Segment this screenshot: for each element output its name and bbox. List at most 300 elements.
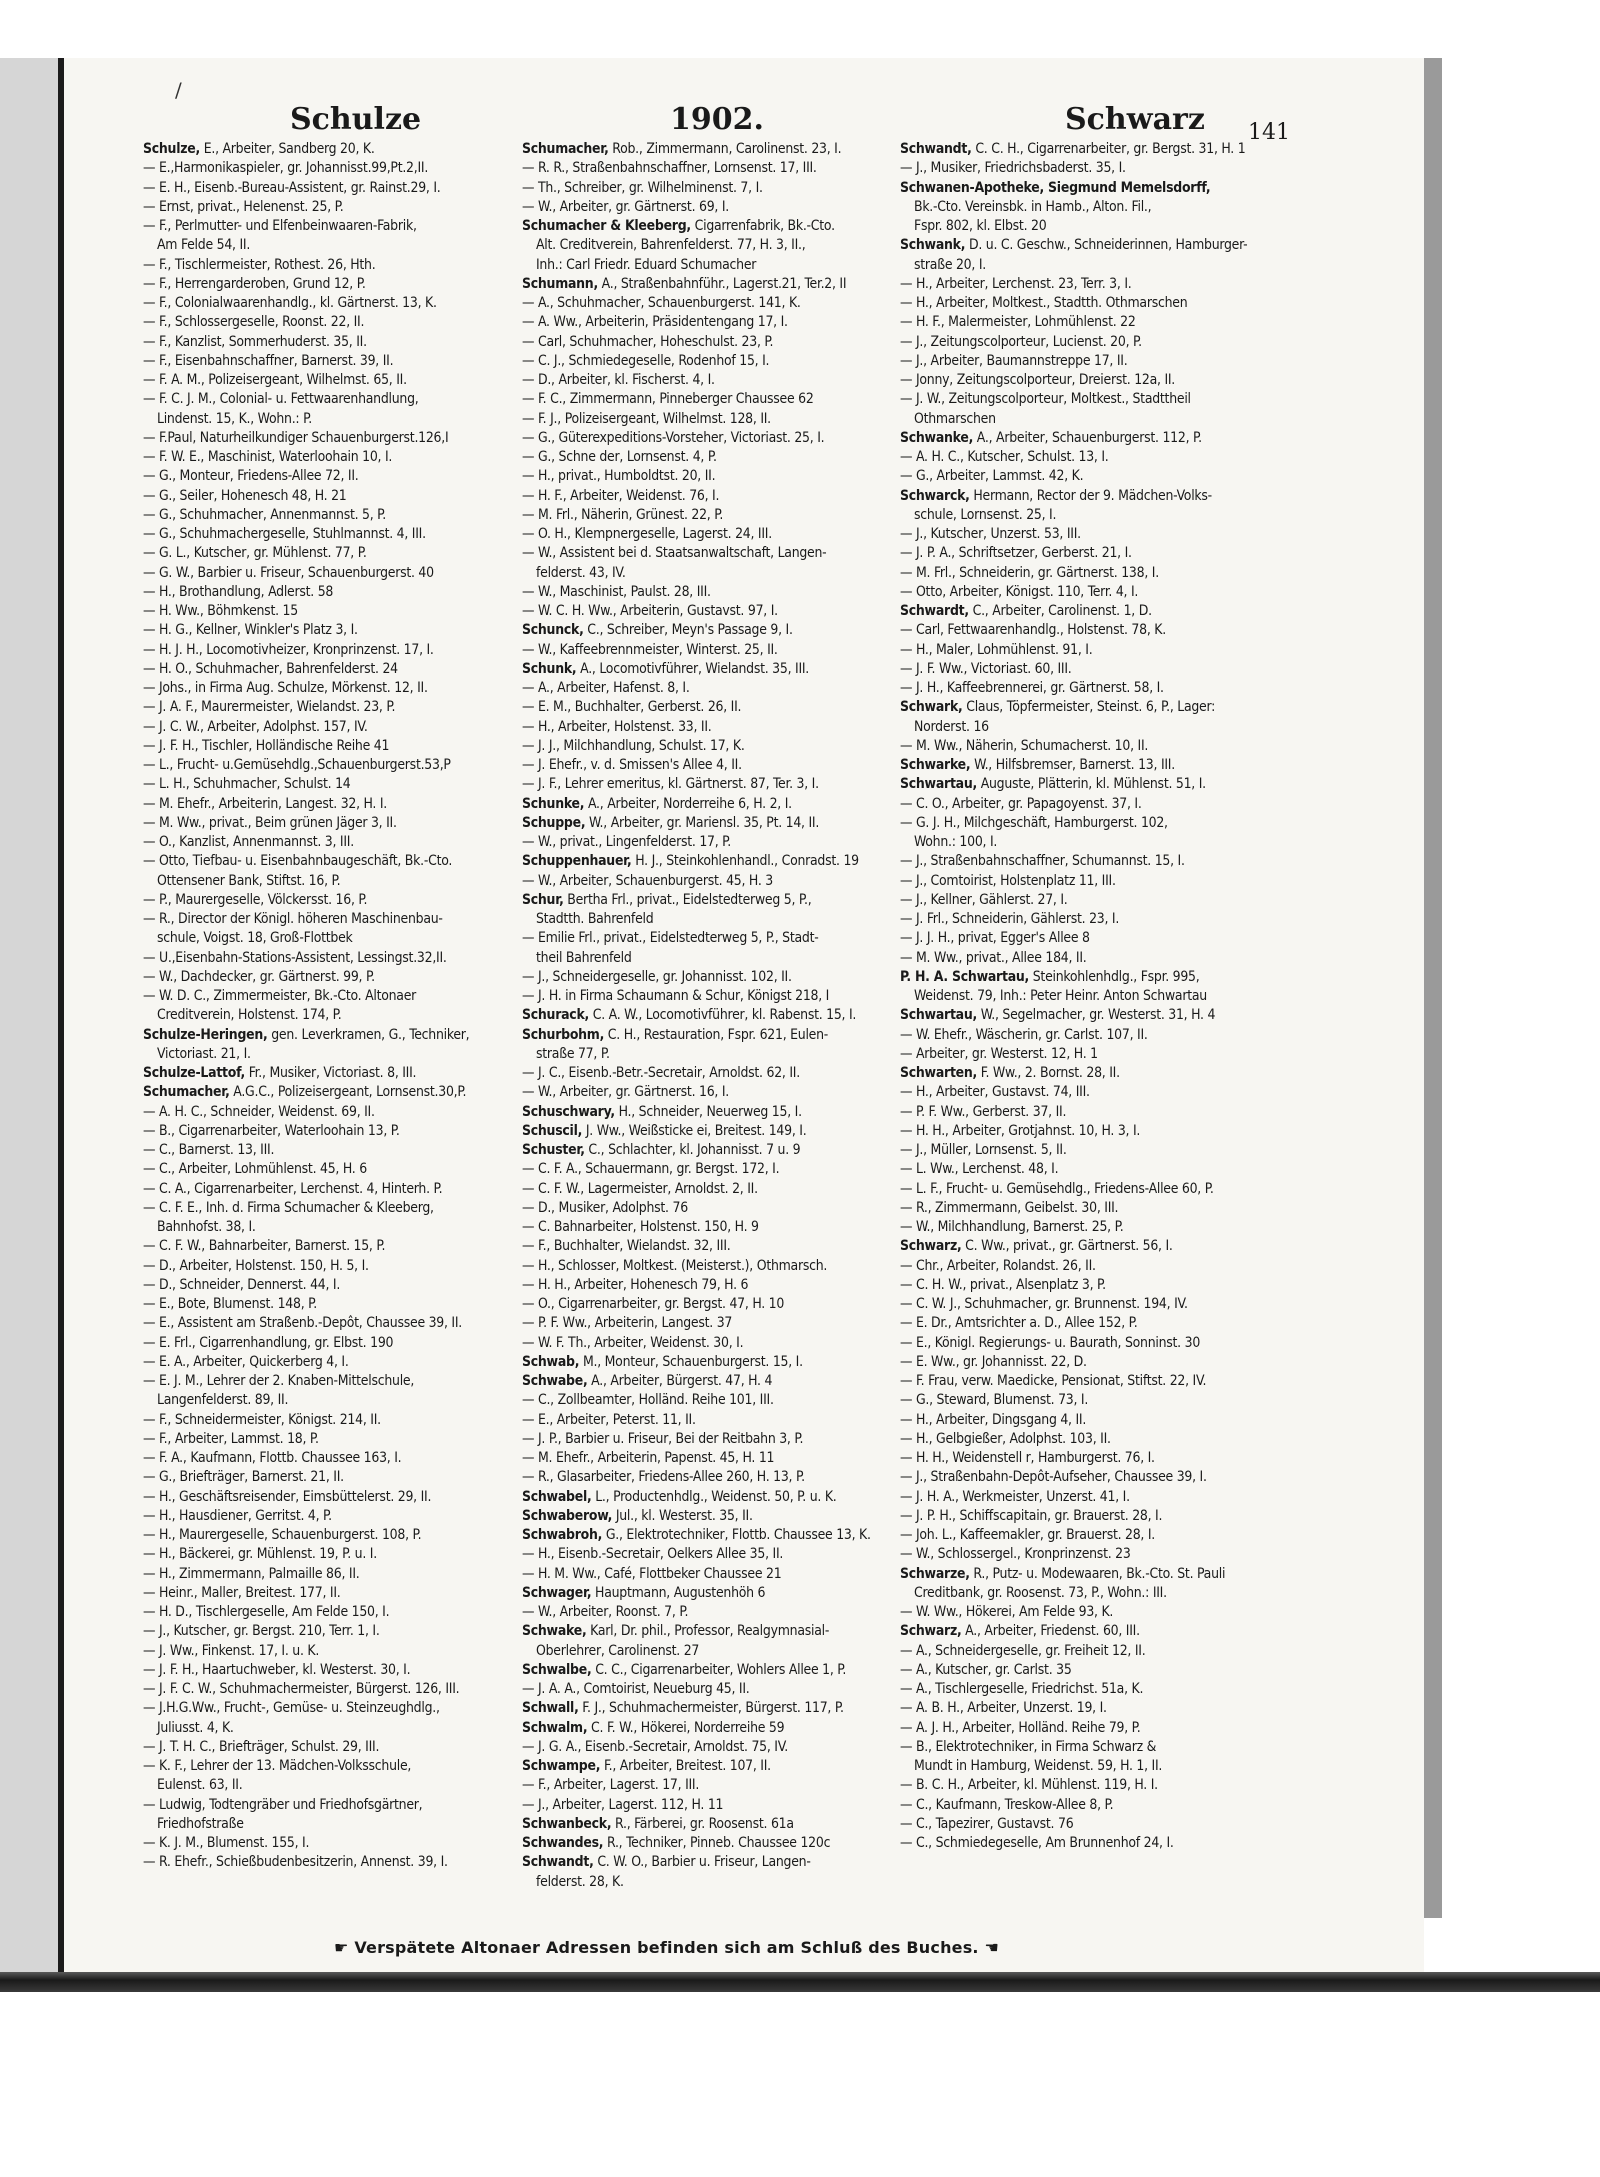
entry-text: R., Putz- u. Modewaaren, Bk.-Cto. St. Pauli bbox=[969, 1565, 1226, 1582]
directory-entry-line bbox=[143, 564, 519, 583]
entry-text: — C. F. E., Inh. d. Firma Schumacher & Kleeberg, bbox=[143, 1199, 434, 1216]
directory-entry-head bbox=[900, 756, 1276, 775]
directory-entry-line bbox=[900, 1160, 1276, 1179]
directory-entry-line bbox=[900, 1468, 1276, 1487]
entry-surname: Schwabroh, bbox=[522, 1527, 603, 1543]
entry-text: C. W. O., Barbier u. Friseur, Langen- bbox=[593, 1854, 811, 1871]
entry-surname: Schumacher & Kleeberg, bbox=[522, 218, 691, 234]
entry-text: Steinkohlenhdlg., Fspr. 995, bbox=[1029, 968, 1200, 985]
directory-entry-line bbox=[143, 256, 519, 275]
entry-text: — H., Bäckerei, gr. Mühlenst. 19, P. u. I. bbox=[143, 1546, 377, 1563]
entry-text: C. F. W., Hökerei, Norderreihe 59 bbox=[587, 1719, 785, 1736]
entry-text: — J., Zeitungscolporteur, Lucienst. 20, P. bbox=[900, 333, 1142, 350]
directory-entry-line bbox=[143, 1526, 519, 1545]
directory-entry-line bbox=[522, 1160, 898, 1179]
directory-entry-line bbox=[900, 159, 1276, 178]
directory-entry-line bbox=[522, 236, 898, 255]
entry-text: — C. F. W., Lagermeister, Arnoldst. 2, II. bbox=[522, 1180, 758, 1197]
directory-entry-line bbox=[143, 795, 519, 814]
running-head-left: Schulze bbox=[290, 102, 422, 137]
entry-text: Weidenst. 79, Inh.: Peter Heinr. Anton Schwartau bbox=[914, 988, 1207, 1004]
directory-entry-line bbox=[143, 333, 519, 352]
directory-entry-line bbox=[522, 467, 898, 486]
entry-text: — H., privat., Humboldtst. 20, II. bbox=[522, 468, 716, 485]
entry-text: — Otto, Arbeiter, Königst. 110, Terr. 4, I. bbox=[900, 583, 1139, 600]
directory-entry-line bbox=[143, 1853, 519, 1872]
directory-entry-line bbox=[900, 1391, 1276, 1410]
entry-text: — C. F. A., Schauermann, gr. Bergst. 172, I. bbox=[522, 1161, 780, 1178]
entry-text: — A. H. C., Kutscher, Schulst. 13, I. bbox=[900, 449, 1109, 465]
directory-entry-line bbox=[900, 333, 1276, 352]
entry-text: — H. H., Weidenstell r, Hamburgerst. 76, I. bbox=[900, 1450, 1155, 1466]
directory-entry-line bbox=[900, 1661, 1276, 1680]
entry-text: — C. Bahnarbeiter, Holstenst. 150, H. 9 bbox=[522, 1219, 759, 1235]
directory-entry-line bbox=[900, 1026, 1276, 1045]
entry-text: — H. M. Ww., Café, Flottbeker Chaussee 21 bbox=[522, 1565, 782, 1582]
directory-entry-line bbox=[900, 1796, 1276, 1815]
entry-text: C. C., Cigarrenarbeiter, Wohlers Allee 1, P. bbox=[591, 1661, 847, 1678]
entry-text: — H., Arbeiter, Moltkest., Stadtth. Othmarschen bbox=[900, 295, 1188, 311]
entry-surname: Schumann, bbox=[522, 275, 598, 292]
directory-entry-line bbox=[900, 718, 1276, 737]
entry-text: D. u. C. Geschw., Schneiderinnen, Hamburger- bbox=[965, 237, 1248, 254]
directory-entry-line bbox=[900, 1295, 1276, 1314]
entry-text: — F. A., Kaufmann, Flottb. Chaussee 163, I. bbox=[143, 1450, 402, 1466]
directory-entry-line bbox=[522, 1796, 898, 1815]
directory-entry-line bbox=[900, 1045, 1276, 1064]
directory-entry-head bbox=[522, 1584, 898, 1603]
directory-entry-line bbox=[143, 1334, 519, 1353]
directory-entry-line bbox=[522, 506, 898, 525]
entry-text: — Otto, Tiefbau- u. Eisenbahnbaugeschäft, Bk.-Cto. bbox=[143, 853, 453, 870]
entry-text: — W. C. H. Ww., Arbeiterin, Gustavst. 97, I. bbox=[522, 603, 778, 619]
directory-entry-head bbox=[900, 1622, 1276, 1641]
entry-text: straße 77, P. bbox=[536, 1045, 610, 1062]
directory-entry-line bbox=[143, 1276, 519, 1295]
entry-text: — A. J. H., Arbeiter, Holländ. Reihe 79, P. bbox=[900, 1719, 1141, 1736]
entry-text: — F., Schneidermeister, Königst. 214, II. bbox=[143, 1411, 381, 1428]
entry-text: Othmarschen bbox=[914, 410, 996, 427]
entry-text: — J. P. A., Schriftsetzer, Gerberst. 21, I. bbox=[900, 545, 1132, 562]
entry-text: — W. D. C., Zimmermeister, Bk.-Cto. Altonaer bbox=[143, 988, 417, 1004]
directory-entry-line bbox=[522, 1064, 898, 1083]
directory-entry-line bbox=[143, 737, 519, 756]
directory-entry-line bbox=[522, 1045, 898, 1064]
entry-text: — Th., Schreiber, gr. Wilhelminenst. 7, I. bbox=[522, 179, 763, 196]
directory-entry-line bbox=[143, 1719, 519, 1738]
entry-text: — K. F., Lehrer der 13. Mädchen-Volksschule, bbox=[143, 1758, 412, 1774]
entry-text: — Carl, Fettwaarenhandlg., Holstenst. 78, K. bbox=[900, 622, 1166, 639]
entry-text: — E., Assistent am Straßenb.-Depôt, Chaussee 39, II. bbox=[143, 1315, 463, 1332]
directory-entry-line bbox=[522, 1276, 898, 1295]
entry-text: — E. Dr., Amtsrichter a. D., Allee 152, P. bbox=[900, 1315, 1138, 1332]
entry-text: Hermann, Rector der 9. Mädchen-Volks- bbox=[969, 487, 1212, 504]
entry-text: — P., Maurergeselle, Völckersst. 16, P. bbox=[143, 891, 368, 908]
entry-surname: Schwarke, bbox=[900, 757, 971, 773]
directory-entry-line bbox=[143, 1103, 519, 1122]
directory-entry-line bbox=[143, 179, 519, 198]
page-right-edge-shadow bbox=[1424, 58, 1442, 1918]
directory-entry-line bbox=[900, 544, 1276, 563]
directory-entry-head bbox=[143, 1026, 519, 1045]
entry-text: — J., Musiker, Friedrichsbaderst. 35, I. bbox=[900, 160, 1126, 177]
directory-entry-line bbox=[143, 833, 519, 852]
entry-text: felderst. 43, IV. bbox=[536, 564, 626, 581]
entry-text: Juliusst. 4, K. bbox=[157, 1719, 234, 1736]
directory-entry-line bbox=[522, 333, 898, 352]
entry-text: — E. Frl., Cigarrenhandlung, gr. Elbst. 190 bbox=[143, 1334, 394, 1351]
directory-entry-line bbox=[143, 1642, 519, 1661]
entry-text: F., Arbeiter, Breitest. 107, II. bbox=[600, 1758, 771, 1774]
entry-text: Lindenst. 15, K., Wohn.: P. bbox=[157, 410, 312, 427]
directory-entry-head bbox=[522, 1622, 898, 1641]
directory-entry-line bbox=[143, 929, 519, 948]
directory-entry-line bbox=[143, 159, 519, 178]
entry-text: — G., Briefträger, Barnerst. 21, II. bbox=[143, 1469, 344, 1486]
entry-text: — L. Ww., Lerchenst. 48, I. bbox=[900, 1161, 1059, 1178]
entry-surname: Schur, bbox=[522, 891, 564, 908]
entry-text: — H., Gelbgießer, Adolphst. 103, II. bbox=[900, 1430, 1111, 1447]
entry-text: A., Arbeiter, Schauenburgerst. 112, P. bbox=[973, 429, 1202, 446]
entry-text: — F., Perlmutter- und Elfenbeinwaaren-Fabrik, bbox=[143, 218, 417, 234]
page-number: 141 bbox=[1248, 120, 1290, 145]
entry-text: — Joh. L., Kaffeemakler, gr. Brauerst. 28, I. bbox=[900, 1527, 1156, 1543]
directory-entry-line bbox=[900, 1488, 1276, 1507]
entry-surname: Schurbohm, bbox=[522, 1026, 605, 1043]
entry-text: — C. J., Schmiedegeselle, Rodenhof 15, I. bbox=[522, 352, 770, 369]
entry-text: — C. F. W., Bahnarbeiter, Barnerst. 15, P. bbox=[143, 1238, 386, 1255]
directory-entry-line bbox=[900, 1719, 1276, 1738]
entry-surname: Schwall, bbox=[522, 1700, 579, 1717]
entry-text: — C., Zollbeamter, Holländ. Reihe 101, III. bbox=[522, 1392, 774, 1409]
entry-text: — W., Arbeiter, gr. Gärtnerst. 16, I. bbox=[522, 1084, 730, 1101]
directory-entry-line bbox=[522, 1334, 898, 1353]
directory-entry-head bbox=[522, 217, 898, 236]
entry-surname: Schwab, bbox=[522, 1353, 580, 1370]
entry-text: C., Schreiber, Meyn's Passage 9, I. bbox=[583, 622, 793, 639]
directory-entry-line bbox=[900, 1276, 1276, 1295]
entry-text: — H. H., Arbeiter, Hohenesch 79, H. 6 bbox=[522, 1276, 749, 1293]
directory-entry-head bbox=[522, 140, 898, 159]
entry-surname: Schwarz, bbox=[900, 1238, 962, 1255]
directory-entry-line bbox=[522, 929, 898, 948]
entry-surname: Schuschwary, bbox=[522, 1103, 615, 1120]
entry-text: — M. Ww., Näherin, Schumacherst. 10, II. bbox=[900, 737, 1149, 754]
directory-entry-line bbox=[143, 1815, 519, 1834]
entry-surname: Schwampe, bbox=[522, 1758, 601, 1774]
entry-text: — C. A., Cigarrenarbeiter, Lerchenst. 4, Hinterh. P. bbox=[143, 1180, 443, 1197]
directory-entry-head bbox=[522, 891, 898, 910]
directory-entry-head bbox=[900, 968, 1276, 987]
entry-text: — J. F., Lehrer emeritus, kl. Gärtnerst. 87, Ter. 3, I. bbox=[522, 776, 819, 793]
entry-surname: Schwark, bbox=[900, 699, 963, 716]
entry-text: — A., Tischlergeselle, Friedrichst. 51a, K. bbox=[900, 1681, 1144, 1697]
directory-entry-line bbox=[143, 371, 519, 390]
directory-entry-line bbox=[900, 1199, 1276, 1218]
entry-text: — F., Buchhalter, Wielandst. 32, III. bbox=[522, 1238, 731, 1255]
directory-entry-line bbox=[143, 1430, 519, 1449]
directory-entry-line bbox=[900, 583, 1276, 602]
directory-entry-line bbox=[143, 198, 519, 217]
entry-text: Claus, Töpfermeister, Steinst. 6, P., Lager: bbox=[962, 699, 1216, 716]
directory-entry-line bbox=[522, 679, 898, 698]
directory-entry-line bbox=[143, 1141, 519, 1160]
entry-text: — F., Tischlermeister, Rothest. 26, Hth. bbox=[143, 256, 376, 273]
directory-entry-line bbox=[143, 583, 519, 602]
directory-entry-line bbox=[900, 1834, 1276, 1853]
directory-entry-line bbox=[143, 525, 519, 544]
entry-text: — W. Ehefr., Wäscherin, gr. Carlst. 107, II. bbox=[900, 1026, 1148, 1043]
directory-entry-line bbox=[143, 718, 519, 737]
directory-entry-line bbox=[900, 737, 1276, 756]
directory-entry-line bbox=[143, 313, 519, 332]
entry-text: — J. H. in Firma Schaumann & Schur, Königst 218, I bbox=[522, 988, 830, 1004]
entry-text: — A., Arbeiter, Hafenst. 8, I. bbox=[522, 680, 690, 696]
directory-entry-line bbox=[143, 1199, 519, 1218]
directory-entry-head bbox=[900, 602, 1276, 621]
directory-entry-line bbox=[143, 294, 519, 313]
directory-entry-line bbox=[143, 1314, 519, 1333]
entry-text: — E., Königl. Regierungs- u. Baurath, Sonninst. 30 bbox=[900, 1334, 1201, 1351]
directory-entry-line bbox=[522, 313, 898, 332]
entry-text: — B., Cigarrenarbeiter, Waterloohain 13, P. bbox=[143, 1122, 400, 1139]
directory-entry-line bbox=[522, 1873, 898, 1892]
entry-text: — D., Musiker, Adolphst. 76 bbox=[522, 1199, 688, 1216]
entry-text: W., Arbeiter, gr. Mariensl. 35, Pt. 14, II. bbox=[585, 814, 820, 831]
entry-text: Stadtth. Bahrenfeld bbox=[536, 911, 654, 927]
directory-entry-line bbox=[900, 564, 1276, 583]
entry-surname: Schwalbe, bbox=[522, 1661, 592, 1678]
directory-entry-line bbox=[143, 1738, 519, 1757]
entry-text: A., Arbeiter, Norderreihe 6, H. 2, I. bbox=[584, 795, 792, 812]
directory-entry-head bbox=[522, 1122, 898, 1141]
directory-entry-head bbox=[522, 1372, 898, 1391]
entry-text: — M. Ww., privat., Allee 184, II. bbox=[900, 949, 1087, 966]
entry-text: — H., Brothandlung, Adlerst. 58 bbox=[143, 583, 334, 600]
directory-entry-line bbox=[522, 179, 898, 198]
entry-text: C. C. H., Cigarrenarbeiter, gr. Bergst. 31, H. 1 bbox=[971, 141, 1246, 157]
entry-text: F. J., Schuhmachermeister, Bürgerst. 117, P. bbox=[578, 1700, 844, 1717]
directory-entry-line bbox=[900, 1776, 1276, 1795]
entry-text: Jul., kl. Westerst. 35, II. bbox=[612, 1507, 753, 1524]
directory-entry-line bbox=[522, 949, 898, 968]
directory-entry-line bbox=[900, 390, 1276, 409]
entry-text: — W., Schlossergel., Kronprinzenst. 23 bbox=[900, 1546, 1131, 1563]
entry-surname: Schwalm, bbox=[522, 1719, 588, 1736]
directory-entry-line bbox=[900, 1141, 1276, 1160]
directory-entry-line bbox=[522, 410, 898, 429]
entry-surname: Schwanen-Apotheke, Siegmund Memelsdorff, bbox=[900, 179, 1211, 196]
directory-entry-line bbox=[900, 525, 1276, 544]
entry-text: — J. Frl., Schneiderin, Gählerst. 23, I. bbox=[900, 911, 1120, 927]
entry-surname: Schwandt, bbox=[522, 1854, 594, 1871]
directory-entry-line bbox=[900, 1680, 1276, 1699]
footer-notice: ☛ Verspätete Altonaer Adressen befinden sich am Schluß des Buches. ☚ bbox=[334, 1938, 1000, 1957]
entry-text: C. A. W., Locomotivführer, kl. Rabenst. 15, I. bbox=[589, 1007, 857, 1024]
entry-text: — P. F. Ww., Gerberst. 37, II. bbox=[900, 1103, 1067, 1120]
entry-surname: Schunke, bbox=[522, 795, 585, 812]
directory-entry-line bbox=[900, 1642, 1276, 1661]
directory-entry-line bbox=[143, 679, 519, 698]
entry-text: — J. H. A., Werkmeister, Unzerst. 41, I. bbox=[900, 1488, 1130, 1505]
entry-text: — H. F., Arbeiter, Weidenst. 76, I. bbox=[522, 487, 720, 504]
directory-entry-line bbox=[143, 891, 519, 910]
directory-entry-line bbox=[143, 1584, 519, 1603]
directory-entry-line bbox=[143, 1295, 519, 1314]
entry-text: — O., Kanzlist, Annenmannst. 3, III. bbox=[143, 834, 354, 850]
directory-entry-line bbox=[900, 987, 1276, 1006]
entry-text: — K. J. M., Blumenst. 155, I. bbox=[143, 1835, 310, 1851]
entry-text: — Carl, Schuhmacher, Hoheschulst. 23, P. bbox=[522, 333, 774, 350]
entry-text: Creditbank, gr. Roosenst. 73, P., Wohn.: III. bbox=[914, 1584, 1167, 1601]
directory-entry-line bbox=[143, 236, 519, 255]
entry-text: Eulenst. 63, II. bbox=[157, 1777, 243, 1794]
directory-entry-head bbox=[522, 1815, 898, 1834]
directory-entry-line bbox=[143, 1488, 519, 1507]
entry-surname: Schuscil, bbox=[522, 1122, 583, 1139]
entry-surname: Schwardt, bbox=[900, 603, 969, 619]
directory-entry-line bbox=[522, 1430, 898, 1449]
entry-text: — E. Ww., gr. Johannisst. 22, D. bbox=[900, 1353, 1087, 1370]
directory-entry-line bbox=[143, 852, 519, 871]
directory-entry-line bbox=[522, 1603, 898, 1622]
entry-text: — R. R., Straßenbahnschaffner, Lornsenst. 17, III. bbox=[522, 160, 817, 177]
directory-entry-head bbox=[143, 1083, 519, 1102]
directory-entry-head bbox=[900, 1565, 1276, 1584]
directory-entry-line bbox=[143, 467, 519, 486]
entry-surname: Schwarz, bbox=[900, 1623, 962, 1640]
directory-entry-line bbox=[522, 1314, 898, 1333]
entry-text: — A. Ww., Arbeiterin, Präsidentengang 17, I. bbox=[522, 314, 788, 331]
directory-entry-line bbox=[900, 1334, 1276, 1353]
stray-pen-mark: / bbox=[175, 78, 182, 102]
entry-text: Friedhofstraße bbox=[157, 1815, 244, 1832]
entry-text: Cigarrenfabrik, Bk.-Cto. bbox=[690, 218, 835, 234]
directory-entry-line bbox=[522, 1545, 898, 1564]
directory-entry-line bbox=[900, 641, 1276, 660]
running-head-right: Schwarz bbox=[1065, 102, 1205, 137]
directory-entry-line bbox=[522, 833, 898, 852]
entry-text: — H. Ww., Böhmkenst. 15 bbox=[143, 603, 298, 619]
entry-text: Oberlehrer, Carolinenst. 27 bbox=[536, 1642, 700, 1659]
directory-entry-line bbox=[143, 1757, 519, 1776]
directory-entry-line bbox=[900, 313, 1276, 332]
directory-entry-line bbox=[143, 275, 519, 294]
entry-text: — R. Ehefr., Schießbudenbesitzerin, Annenst. 39, I. bbox=[143, 1854, 448, 1871]
entry-text: W., Hilfsbremser, Barnerst. 13, III. bbox=[970, 757, 1175, 773]
directory-entry-line bbox=[143, 1391, 519, 1410]
entry-text: — Arbeiter, gr. Westerst. 12, H. 1 bbox=[900, 1045, 1098, 1062]
entry-text: H., Schneider, Neuerweg 15, I. bbox=[614, 1103, 802, 1120]
entry-surname: Schunck, bbox=[522, 622, 584, 639]
entry-text: Rob., Zimmermann, Carolinenst. 23, I. bbox=[608, 141, 842, 157]
entry-text: — A., Schneidergeselle, gr. Freiheit 12, II. bbox=[900, 1642, 1146, 1659]
directory-entry-line bbox=[143, 756, 519, 775]
directory-entry-line bbox=[522, 256, 898, 275]
directory-entry-line bbox=[900, 1738, 1276, 1757]
entry-text: — J. A. A., Comtoirist, Neueburg 45, II. bbox=[522, 1681, 750, 1697]
directory-entry-line bbox=[143, 1545, 519, 1564]
directory-entry-line bbox=[143, 1180, 519, 1199]
directory-entry-line bbox=[143, 487, 519, 506]
directory-entry-line bbox=[900, 371, 1276, 390]
directory-entry-line bbox=[522, 198, 898, 217]
entry-text: — G., Arbeiter, Lammst. 42, K. bbox=[900, 468, 1084, 485]
directory-entry-head bbox=[900, 698, 1276, 717]
entry-text: — F.Paul, Naturheilkundiger Schauenburgerst.126,I bbox=[143, 429, 449, 446]
entry-text: — W., Arbeiter, gr. Gärtnerst. 69, I. bbox=[522, 198, 730, 215]
directory-column-2 bbox=[522, 140, 898, 1892]
entry-text: — J. F. C. W., Schuhmachermeister, Bürgerst. 126, III. bbox=[143, 1681, 460, 1697]
entry-surname: Schwake, bbox=[522, 1623, 587, 1640]
directory-entry-line bbox=[143, 1411, 519, 1430]
entry-text: — O., Cigarrenarbeiter, gr. Bergst. 47, H. 10 bbox=[522, 1296, 785, 1312]
entry-text: — F. A. M., Polizeisergeant, Wilhelmst. 65, II. bbox=[143, 372, 407, 388]
directory-entry-head bbox=[522, 1488, 898, 1507]
entry-text: — H., Maurergeselle, Schauenburgerst. 108, P. bbox=[143, 1527, 422, 1543]
directory-entry-line bbox=[900, 679, 1276, 698]
directory-entry-line bbox=[143, 660, 519, 679]
entry-text: — E. H., Eisenb.-Bureau-Assistent, gr. Rainst.29, I. bbox=[143, 179, 441, 196]
entry-text: — F., Arbeiter, Lagerst. 17, III. bbox=[522, 1777, 700, 1794]
directory-entry-head bbox=[900, 236, 1276, 255]
entry-surname: Schwanbeck, bbox=[522, 1815, 612, 1832]
entry-surname: Schulze, bbox=[143, 141, 200, 157]
entry-surname: P. H. A. Schwartau, bbox=[900, 968, 1030, 985]
entry-text: H. J., Steinkohlenhandl., Conradst. 19 bbox=[631, 853, 859, 870]
entry-text: Fr., Musiker, Victoriast. 8, III. bbox=[245, 1065, 417, 1081]
entry-text: — J. Ehefr., v. d. Smissen's Allee 4, II. bbox=[522, 757, 742, 773]
directory-entry-line bbox=[522, 1391, 898, 1410]
directory-entry-line bbox=[900, 256, 1276, 275]
entry-text: — W., Kaffeebrennmeister, Winterst. 25, II. bbox=[522, 641, 778, 658]
directory-entry-line bbox=[900, 814, 1276, 833]
directory-entry-line bbox=[900, 1526, 1276, 1545]
entry-text: — H., Maler, Lohmühlenst. 91, I. bbox=[900, 641, 1093, 658]
entry-text: — A., Kutscher, gr. Carlst. 35 bbox=[900, 1661, 1072, 1678]
directory-entry-line bbox=[522, 1411, 898, 1430]
directory-entry-line bbox=[143, 1796, 519, 1815]
entry-text: — L., Frucht- u.Gemüsehdlg.,Schauenburgerst.53,P bbox=[143, 757, 451, 773]
entry-text: straße 20, I. bbox=[914, 256, 986, 273]
entry-text: — C., Arbeiter, Lohmühlenst. 45, H. 6 bbox=[143, 1161, 367, 1178]
entry-text: — R., Glasarbeiter, Friedens-Allee 260, H. 13, P. bbox=[522, 1469, 805, 1486]
entry-text: — C. H. W., privat., Alsenplatz 3, P. bbox=[900, 1276, 1106, 1293]
directory-entry-line bbox=[900, 929, 1276, 948]
entry-text: — C., Tapezirer, Gustavst. 76 bbox=[900, 1815, 1074, 1832]
directory-entry-head bbox=[522, 1661, 898, 1680]
entry-surname: Schuppe, bbox=[522, 814, 586, 831]
entry-text: — J. J. H., privat, Egger's Allee 8 bbox=[900, 930, 1090, 947]
directory-entry-head bbox=[522, 795, 898, 814]
entry-surname: Schulze-Heringen, bbox=[143, 1026, 268, 1043]
entry-text: Am Felde 54, II. bbox=[157, 237, 251, 254]
directory-entry-line bbox=[143, 987, 519, 1006]
directory-entry-line bbox=[900, 1430, 1276, 1449]
directory-entry-line bbox=[900, 1180, 1276, 1199]
entry-text: — W., Assistent bei d. Staatsanwaltschaft, Langen- bbox=[522, 545, 827, 562]
entry-text: felderst. 28, K. bbox=[536, 1873, 624, 1890]
entry-text: — Emilie Frl., privat., Eidelstedterweg 5, P., Stadt- bbox=[522, 930, 819, 947]
directory-entry-head bbox=[522, 1006, 898, 1025]
directory-entry-line bbox=[522, 718, 898, 737]
entry-text: — F., Colonialwaarenhandlg., kl. Gärtnerst. 13, K. bbox=[143, 295, 437, 311]
directory-entry-line bbox=[143, 1699, 519, 1718]
entry-surname: Schulze-Lattof, bbox=[143, 1065, 246, 1081]
entry-text: — J. G. A., Eisenb.-Secretair, Arnoldst. 75, IV. bbox=[522, 1738, 788, 1755]
entry-text: — F., Kanzlist, Sommerhuderst. 35, II. bbox=[143, 333, 367, 350]
directory-entry-line bbox=[143, 1603, 519, 1622]
